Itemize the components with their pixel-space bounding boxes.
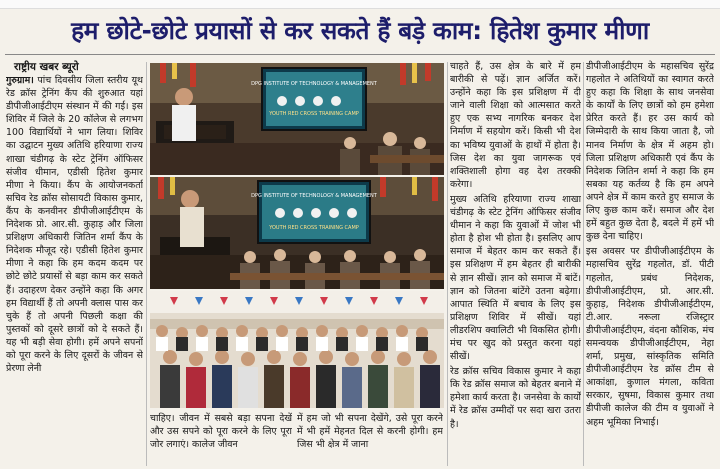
headline-rule xyxy=(5,54,715,55)
column-divider xyxy=(146,62,147,466)
screen-title-2: DPG INSTITUTE OF TECHNOLOGY & MANAGEMENT xyxy=(251,193,377,199)
column-divider xyxy=(447,62,448,466)
dateline: गुरुग्राम। xyxy=(6,75,34,86)
article-column-1 xyxy=(6,74,143,466)
article-column-4 xyxy=(450,60,581,464)
top-strip xyxy=(0,0,720,9)
bottom-text-2: में हम जो भी सपना देखेंगे, उसे पूरा करने में भी हमें मेहनत दिल से करनी होगी। हम जिस भी क्षेत्र में जाना xyxy=(297,413,443,451)
column-5-paragraph-2: इस अवसर पर डीपीजीआईटीएम के महासचिव सुरेंद्र गहलोत, डॉ. पीटी गहलोत, प्रबंध निदेशक, डीपीजीआईटीएम, प्रो. आर.सी. कुहाड़, निदेशक डीपीजीआईटीएम, टी.आर. नरूला रजिस्ट्रार डीपीजीआईटीएम, वंदना कौशिक, मंच समन्वयक डीपीजीआईटीएम, नेहा शर्मा, प्रमुख, सांस्कृतिक समिति डीपीजीआईटीएम रेड क्रॉस टीम से आकांक्षा, कुणाल मंगला, कविता सरकार, सुषमा, विकास कुमार तथा डीपीजी कालेज की टीम व युवाओं ने अहम भूमिका निभाई। xyxy=(586,246,714,428)
photo-group xyxy=(150,291,444,408)
column-4-paragraph-1: चाहते हैं, उस क्षेत्र के बारे में हम बारीकी से पढ़ें। ज्ञान अर्जित करें। उन्होंने कहा कि इस प्रशिक्षण में दी जाने वाली शिक्षा को आत्मसात करते हुए एक सभ्य नागरिक बनकर देश निर्माण में सहयोग करें। किसी भी देश का भविष्य युवाओं के हाथों में होता है। जिस देश का युवा जागरूक एवं शक्तिशाली होगा वह देश तरक्की करेगा। xyxy=(450,61,581,190)
screen-sub-2: YOUTH RED CROSS TRAINING CAMP xyxy=(269,225,359,231)
photo-stage-audience-image xyxy=(150,177,444,289)
bottom-text-1: चाहिए। जीवन में सबसे बड़ा सपना देखें और उस सपने को पूरा करने के लिए पूरा जोर लगाएं। कालेज जीवन xyxy=(150,413,292,451)
headline: हम छोटे-छोटे प्रयासों से कर सकते हैं बड़े काम: हितेश कुमार मीणा xyxy=(71,16,649,45)
column-4-paragraph-3: रेड क्रॉस सचिव विकास कुमार ने कहा कि रेड क्रॉस समाज को बेहतर बनाने में हमेशा कार्य करता है। जनसेवा के कार्यों में रेड क्रॉस उम्मीदों पर सदा खरा उतरा है। xyxy=(450,366,581,430)
screen-title-1: DPG INSTITUTE OF TECHNOLOGY & MANAGEMENT xyxy=(251,81,377,87)
photo-group-image xyxy=(150,291,444,408)
column-1-paragraph xyxy=(6,74,143,375)
article-column-5 xyxy=(586,60,714,464)
column-4-paragraph-2: मुख्य अतिथि हरियाणा राज्य शाखा चंडीगढ़ के स्टेट ट्रेनिंग ऑफिसर संजीव धीमान ने कहा कि युवाओं में जोश भी होता है होश भी होता है। इसलिए आप समाज में बेहतर काम कर सकते हैं। इस प्रशिक्षण में हम बेहतर ही बारीकी से ज्ञान सीखें। ज्ञान को समाज में बांटें। ज्ञान को जितना बांटेंगे उतना बढ़ेगा। आपात स्थिति में बचाव के लिए इस प्रशिक्षण शिविर में सीखें। यहां लीडरशिप क्वालिटी भी विकसित होगी। मंच पर खुद को प्रस्तुत करना यहां सीखें। xyxy=(450,193,581,363)
screen-sub-1: YOUTH RED CROSS TRAINING CAMP xyxy=(269,111,359,117)
column-divider xyxy=(583,62,584,466)
photo-stage-speaker xyxy=(150,63,444,175)
byline: राष्ट्रीय खबर ब्यूरो xyxy=(14,61,79,73)
column-1-text: पांच दिवसीय जिला स्तरीय यूथ रेड क्रॉस ट्रेनिंग कैंप की शुरुआत यहां डीपीजीआईटीएम संस्थान में की गई। इस शिविर में जिले के 20 कॉलेज से लगभग 100 विद्यार्थियों ने भाग लिया। शिविर का उद्घाटन मुख्य अतिथि हरियाणा राज्य शाखा चंडीगढ़ के स्टेट ट्रेनिंग ऑफिसर संजीव धीमान, एडीसी हितेश कुमार मीणा ने किया। कैंप के आयोजनकर्ता सचिव रेड क्रॉस सोसायटी विकास कुमार, कैंप के कनवीनर डीपीजीआईटीएम के निदेशक प्रो. आर.सी. कुहाड़ और जिला प्रशिक्षण अधिकारी जितिन शर्मा कैंप के निदेशक मौजूद रहे। एडीसी हितेश कुमार मीणा ने कहा कि हम कदम कदम पर छोटे छोटे प्रयासों से बड़ा काम कर सकते हैं। उदाहरण देकर उन्होंने कहा कि अगर हम विद्यार्थी हैं तो अपनी क्लास पास कर चुके हैं तो अपनी पिछली कक्षा की पुस्तकों को दूसरे छात्रों को दे सकते हैं। यह भी बड़ी सेवा होगी। हमें अपने सपनों को पूरा करने के लिए दूसरों के जीवन से प्रेरणा लेनी xyxy=(6,75,143,375)
photo-stage-audience xyxy=(150,177,444,289)
photo-stage-speaker-image xyxy=(150,63,444,175)
column-5-paragraph-1: डीपीजीआईटीएम के महासचिव सुरेंद्र गहलोत ने अतिथियों का स्वागत करते हुए कहा कि शिक्षा के साथ जनसेवा के कार्यों के लिए छात्रों को हम हमेशा प्रेरित करते हैं। हर उस कार्य को जिम्मेदारी के साथ किया जाता है, जो मानव निर्माण के क्षेत्र में अहम हो। जिला प्रशिक्षण अधिकारी एवं कैंप के निदेशक जितिन शर्मा ने कहा कि हम सबका यह कर्तव्य है कि हम अपने अपने क्षेत्र में काम करते हुए समाज के लिए कुछ काम करें। समाज और देश हमें बहुत कुछ देता है, बदले में हमें भी कुछ देना चाहिए। xyxy=(586,61,714,243)
